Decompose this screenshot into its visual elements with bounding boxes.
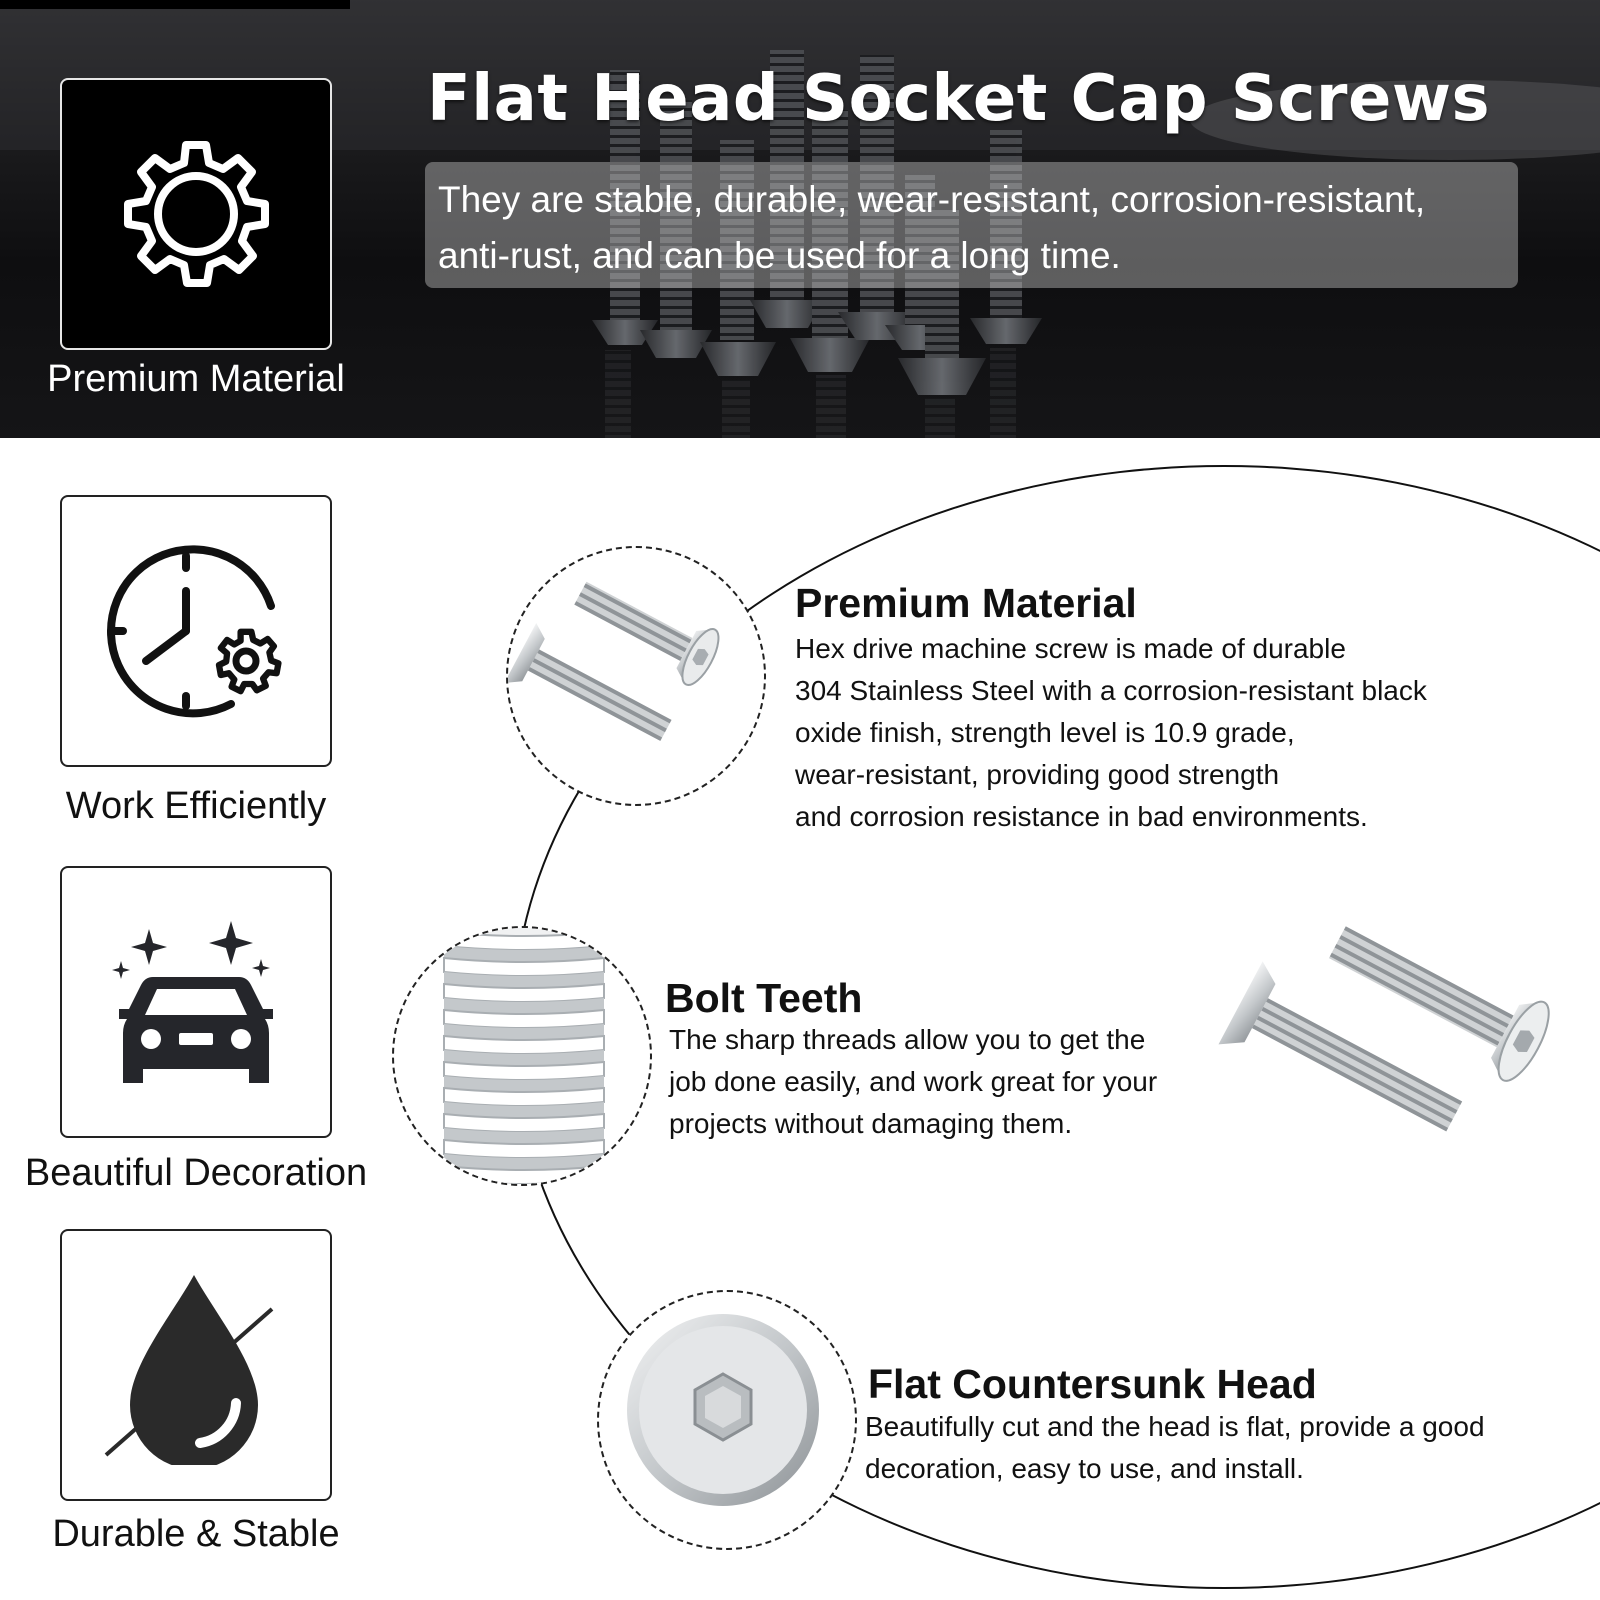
feature-label: Beautiful Decoration [24, 1152, 368, 1194]
section-line: wear-resistant, providing good strength [795, 759, 1280, 790]
feature-card-premium-material [60, 78, 332, 350]
gear-icon [106, 124, 286, 304]
section-line: 304 Stainless Steel with a corrosion-resistant black [795, 675, 1427, 706]
section-text-premium-material [795, 628, 1427, 838]
feature-label: Premium Material [47, 358, 345, 400]
section-line: oxide finish, strength level is 10.9 grade, [795, 717, 1295, 748]
section-line: job done easily, and work great for your [669, 1066, 1158, 1097]
section-text-flat-countersunk-head [865, 1406, 1485, 1490]
hero-subtitle [438, 172, 1518, 284]
section-title-bolt-teeth: Bolt Teeth [665, 975, 863, 1021]
thread-closeup-thumbnail [392, 926, 652, 1186]
feature-label: Work Efficiently [65, 785, 327, 827]
section-title-premium-material: Premium Material [795, 580, 1137, 626]
screws-product-image [1208, 888, 1568, 1168]
clock-gear-icon [101, 536, 291, 726]
feature-card-beautiful-decoration [60, 866, 332, 1138]
section-line: The sharp threads allow you to get the [669, 1024, 1146, 1055]
feature-card-durable-stable [60, 1229, 332, 1501]
feature-label: Durable & Stable [52, 1513, 340, 1555]
screw-head-thumbnail [597, 1290, 857, 1550]
car-sparkle-icon [101, 907, 291, 1097]
section-line: decoration, easy to use, and install. [865, 1453, 1304, 1484]
section-title-flat-countersunk-head: Flat Countersunk Head [868, 1361, 1317, 1407]
page-title: Flat Head Socket Cap Screws [427, 62, 1491, 136]
section-text-bolt-teeth [669, 1019, 1157, 1145]
feature-card-work-efficiently [60, 495, 332, 767]
hero-subtitle-line: anti-rust, and can be used for a long time. [438, 235, 1121, 276]
screw-pair-thumbnail [506, 546, 766, 806]
hero-subtitle-line: They are stable, durable, wear-resistant, corrosion-resistant, [438, 179, 1426, 220]
section-line: and corrosion resistance in bad environments. [795, 801, 1368, 832]
section-line: projects without damaging them. [669, 1108, 1073, 1139]
section-line: Hex drive machine screw is made of durable [795, 633, 1346, 664]
section-line: Beautifully cut and the head is flat, provide a good [865, 1411, 1485, 1442]
water-drop-icon [96, 1265, 296, 1465]
top-edge-bar [0, 0, 350, 9]
